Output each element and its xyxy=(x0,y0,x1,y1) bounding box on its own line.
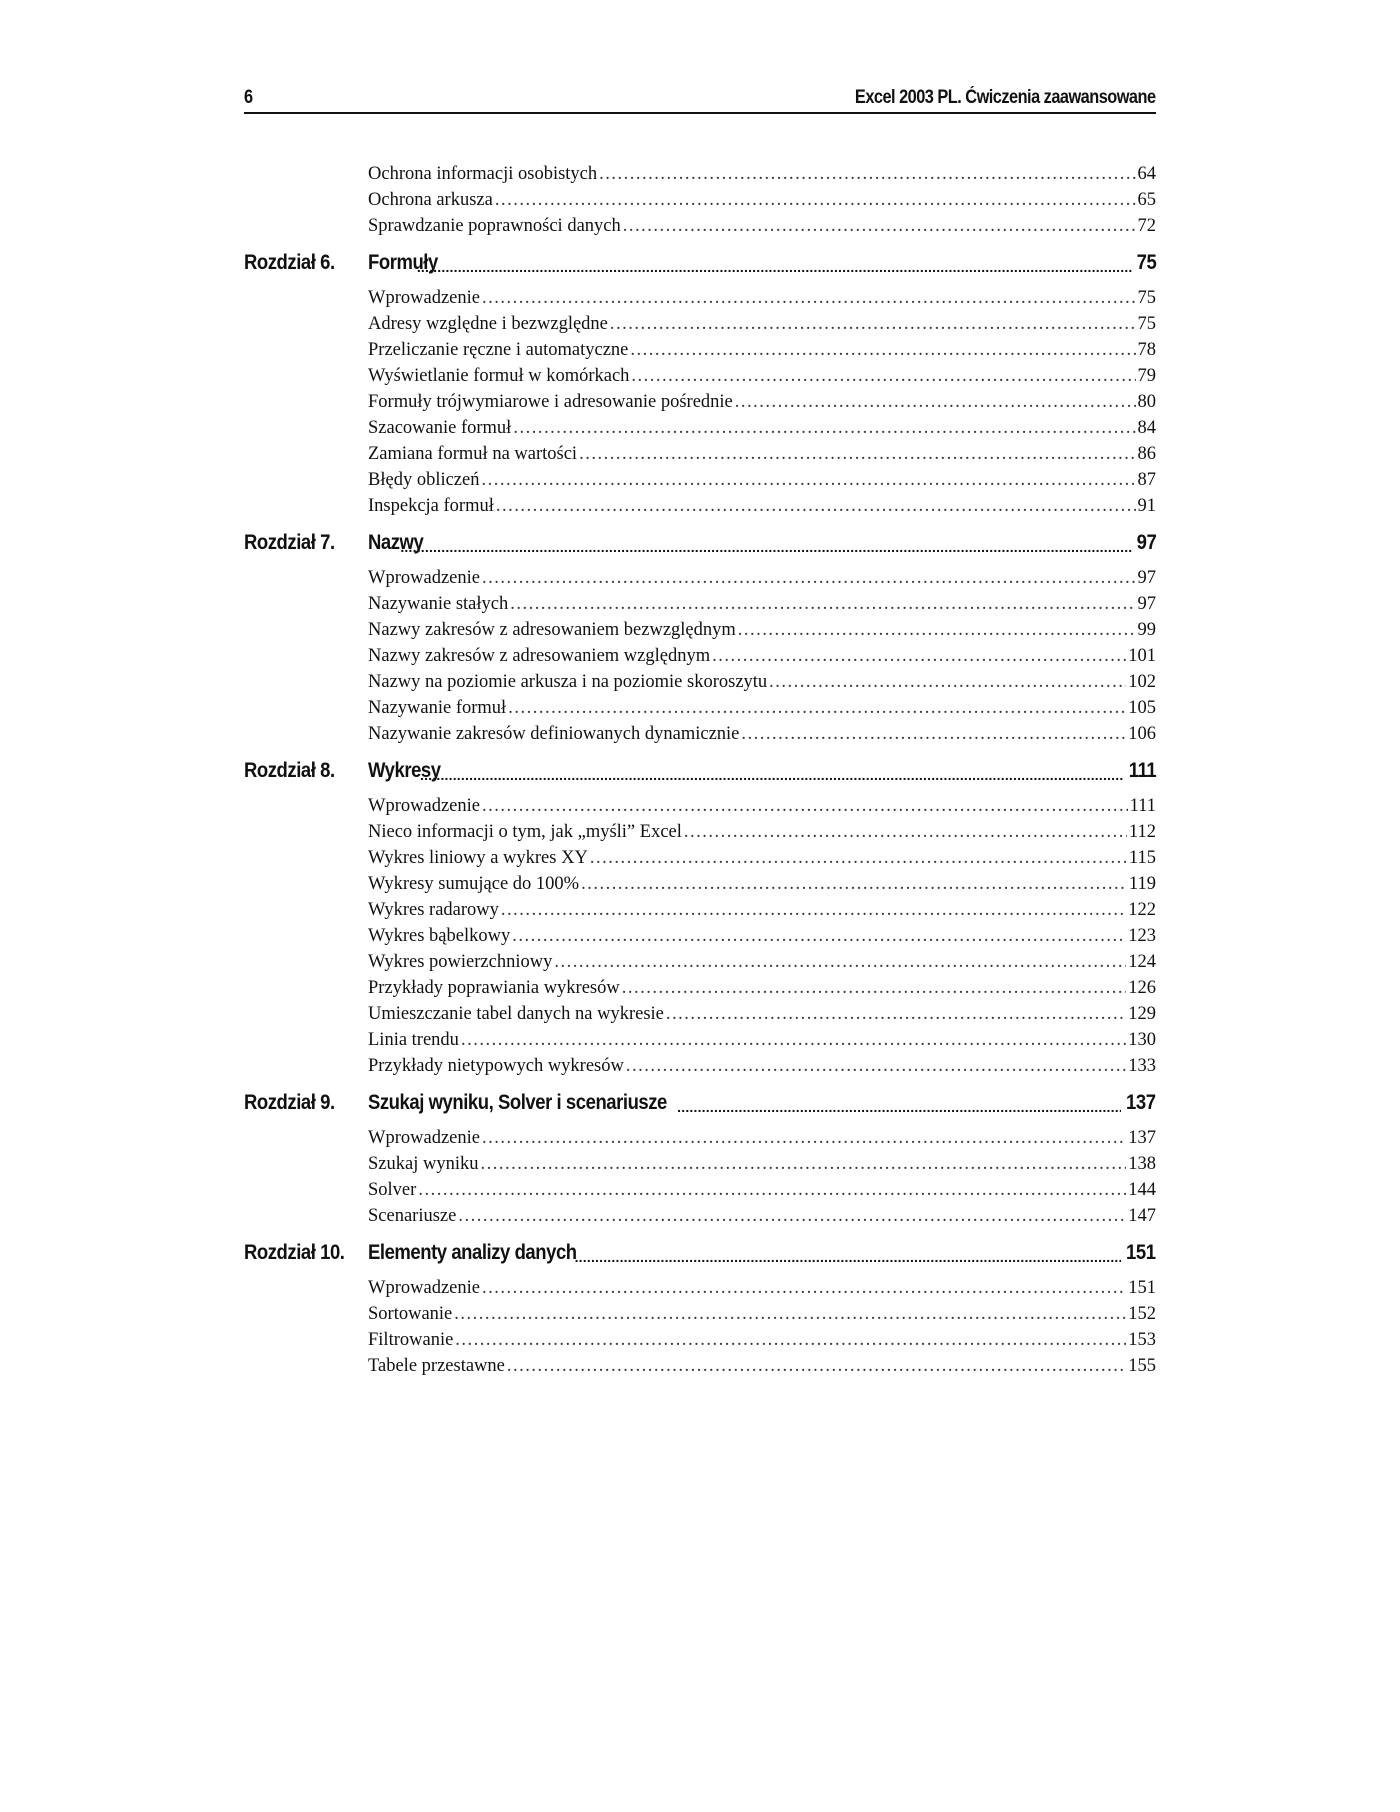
dot-leader xyxy=(622,976,1127,1000)
entry-page-number: 112 xyxy=(1128,822,1156,842)
toc-entry xyxy=(244,792,1156,818)
toc-entry xyxy=(244,642,1156,668)
entry-page-number: 106 xyxy=(1128,724,1156,744)
toc-entry xyxy=(244,616,1156,642)
entry-title: Formuły trójwymiarowe i adresowanie pośrednie xyxy=(368,392,733,412)
dot-leader xyxy=(677,1096,1121,1118)
toc-entry xyxy=(244,1352,1156,1378)
toc-entry xyxy=(244,1300,1156,1326)
entry-page-number: 147 xyxy=(1128,1206,1156,1226)
dot-leader xyxy=(510,592,1135,616)
toc-chapter xyxy=(244,526,1156,564)
entry-title: Nazwy na poziomie arkusza i na poziomie skoroszytu xyxy=(368,672,768,692)
toc-entry xyxy=(244,284,1156,310)
toc-entry xyxy=(244,1274,1156,1300)
toc-entry xyxy=(244,564,1156,590)
dot-leader xyxy=(507,1354,1126,1378)
dot-leader xyxy=(712,644,1126,668)
entry-page-number: 97 xyxy=(1137,594,1156,614)
entry-title: Szukaj wyniku xyxy=(368,1154,479,1174)
dot-leader xyxy=(630,338,1135,362)
entry-title: Wprowadzenie xyxy=(368,288,480,308)
toc-entry xyxy=(244,668,1156,694)
entry-title: Wykres powierzchniowy xyxy=(368,952,553,972)
dot-leader xyxy=(738,618,1136,642)
entry-page-number: 87 xyxy=(1137,470,1156,490)
entry-page-number: 130 xyxy=(1128,1030,1156,1050)
toc-chapter xyxy=(244,754,1156,792)
entry-title: Nazywanie formuł xyxy=(368,698,507,718)
entry-title: Wyświetlanie formuł w komórkach xyxy=(368,366,630,386)
chapter-label: Rozdział 7. xyxy=(244,531,335,554)
toc-chapter xyxy=(244,246,1156,284)
entry-page-number: 151 xyxy=(1128,1278,1156,1298)
entry-title: Nazwy zakresów z adresowaniem bezwzględnym xyxy=(368,620,736,640)
dot-leader xyxy=(623,214,1136,238)
entry-page-number: 126 xyxy=(1128,978,1156,998)
entry-page-number: 97 xyxy=(1137,568,1156,588)
toc-entry xyxy=(244,492,1156,518)
entry-title: Umieszczanie tabel danych na wykresie xyxy=(368,1004,664,1024)
dot-leader xyxy=(735,390,1136,414)
toc-entry xyxy=(244,974,1156,1000)
entry-page-number: 111 xyxy=(1129,796,1156,816)
toc-entry xyxy=(244,440,1156,466)
entry-title: Tabele przestawne xyxy=(368,1356,505,1376)
running-header xyxy=(244,84,1156,114)
entry-title: Nieco informacji o tym, jak „myśli” Excel xyxy=(368,822,682,842)
entry-page-number: 133 xyxy=(1128,1056,1156,1076)
chapter-page-number: 137 xyxy=(1126,1091,1156,1114)
entry-title: Nazwy zakresów z adresowaniem względnym xyxy=(368,646,711,666)
entry-page-number: 138 xyxy=(1128,1154,1156,1174)
entry-page-number: 78 xyxy=(1137,340,1156,360)
entry-title: Wykres radarowy xyxy=(368,900,499,920)
entry-page-number: 152 xyxy=(1128,1304,1156,1324)
entry-page-number: 91 xyxy=(1137,496,1156,516)
dot-leader xyxy=(417,256,1133,278)
toc-entry xyxy=(244,922,1156,948)
dot-leader xyxy=(575,1246,1122,1268)
chapter-title: Nazwy xyxy=(368,531,424,554)
chapter-title: Formuły xyxy=(368,251,438,274)
dot-leader xyxy=(581,872,1127,896)
toc-entry xyxy=(244,948,1156,974)
dot-leader xyxy=(666,1002,1126,1026)
toc-entry xyxy=(244,720,1156,746)
toc-entry xyxy=(244,1202,1156,1228)
dot-leader xyxy=(741,722,1126,746)
dot-leader xyxy=(590,846,1127,870)
toc-entry xyxy=(244,590,1156,616)
entry-page-number: 75 xyxy=(1137,314,1156,334)
entry-page-number: 65 xyxy=(1137,190,1156,210)
dot-leader xyxy=(461,1028,1126,1052)
entry-page-number: 122 xyxy=(1128,900,1156,920)
dot-leader xyxy=(482,794,1128,818)
entry-title: Przykłady poprawiania wykresów xyxy=(368,978,620,998)
toc-entry xyxy=(244,1326,1156,1352)
chapter-label: Rozdział 10. xyxy=(244,1241,345,1264)
dot-leader xyxy=(420,764,1124,786)
dot-leader xyxy=(599,162,1135,186)
dot-leader xyxy=(496,494,1136,518)
chapter-page-number: 151 xyxy=(1126,1241,1156,1264)
toc-entry xyxy=(244,694,1156,720)
entry-page-number: 79 xyxy=(1137,366,1156,386)
chapter-title: Elementy analizy danych xyxy=(368,1241,577,1264)
entry-title: Wykresy sumujące do 100% xyxy=(368,874,580,894)
dot-leader xyxy=(501,898,1126,922)
dot-leader xyxy=(482,286,1136,310)
page-number: 6 xyxy=(244,87,253,108)
dot-leader xyxy=(626,1054,1126,1078)
toc-entry xyxy=(244,336,1156,362)
toc-chapter xyxy=(244,1236,1156,1274)
entry-title: Solver xyxy=(368,1180,417,1200)
dot-leader xyxy=(481,468,1135,492)
entry-page-number: 102 xyxy=(1128,672,1156,692)
entry-page-number: 86 xyxy=(1137,444,1156,464)
dot-leader xyxy=(482,566,1136,590)
toc-entry xyxy=(244,310,1156,336)
entry-page-number: 80 xyxy=(1137,392,1156,412)
table-of-contents xyxy=(244,160,1156,1378)
dot-leader xyxy=(512,924,1126,948)
entry-page-number: 153 xyxy=(1128,1330,1156,1350)
dot-leader xyxy=(400,536,1132,558)
toc-entry xyxy=(244,466,1156,492)
entry-title: Inspekcja formuł xyxy=(368,496,494,516)
dot-leader xyxy=(482,1276,1126,1300)
chapter-title: Szukaj wyniku, Solver i scenariusze xyxy=(368,1091,667,1114)
toc-entry xyxy=(244,1052,1156,1078)
dot-leader xyxy=(769,670,1126,694)
entry-title: Linia trendu xyxy=(368,1030,459,1050)
entry-title: Szacowanie formuł xyxy=(368,418,512,438)
dot-leader xyxy=(554,950,1126,974)
entry-title: Filtrowanie xyxy=(368,1330,454,1350)
entry-page-number: 84 xyxy=(1137,418,1156,438)
toc-entry xyxy=(244,414,1156,440)
toc-entry xyxy=(244,1176,1156,1202)
chapter-label: Rozdział 8. xyxy=(244,759,335,782)
entry-title: Wykres bąbelkowy xyxy=(368,926,511,946)
entry-page-number: 124 xyxy=(1128,952,1156,972)
entry-title: Nazywanie stałych xyxy=(368,594,509,614)
entry-title: Scenariusze xyxy=(368,1206,457,1226)
chapter-page-number: 97 xyxy=(1136,531,1156,554)
entry-page-number: 129 xyxy=(1128,1004,1156,1024)
dot-leader xyxy=(482,1126,1126,1150)
dot-leader xyxy=(579,442,1135,466)
entry-title: Wprowadzenie xyxy=(368,1128,480,1148)
entry-title: Ochrona informacji osobistych xyxy=(368,164,598,184)
entry-page-number: 72 xyxy=(1137,216,1156,236)
entry-page-number: 137 xyxy=(1128,1128,1156,1148)
chapter-page-number: 111 xyxy=(1128,759,1156,782)
toc-entry xyxy=(244,844,1156,870)
dot-leader xyxy=(455,1328,1126,1352)
toc-entry xyxy=(244,1124,1156,1150)
entry-title: Adresy względne i bezwzględne xyxy=(368,314,608,334)
entry-page-number: 115 xyxy=(1128,848,1156,868)
dot-leader xyxy=(631,364,1135,388)
entry-title: Przeliczanie ręczne i automatyczne xyxy=(368,340,629,360)
dot-leader xyxy=(495,188,1136,212)
entry-page-number: 101 xyxy=(1128,646,1156,666)
toc-entry xyxy=(244,212,1156,238)
entry-page-number: 64 xyxy=(1137,164,1156,184)
dot-leader xyxy=(458,1204,1126,1228)
entry-page-number: 99 xyxy=(1137,620,1156,640)
toc-entry xyxy=(244,186,1156,212)
entry-title: Błędy obliczeń xyxy=(368,470,480,490)
entry-title: Wprowadzenie xyxy=(368,1278,480,1298)
chapter-title: Wykresy xyxy=(368,759,441,782)
toc-entry xyxy=(244,1026,1156,1052)
entry-title: Sortowanie xyxy=(368,1304,453,1324)
entry-page-number: 155 xyxy=(1128,1356,1156,1376)
dot-leader xyxy=(418,1178,1126,1202)
toc-entry xyxy=(244,870,1156,896)
dot-leader xyxy=(480,1152,1126,1176)
dot-leader xyxy=(610,312,1136,336)
entry-page-number: 144 xyxy=(1128,1180,1156,1200)
entry-title: Sprawdzanie poprawności danych xyxy=(368,216,621,236)
dot-leader xyxy=(508,696,1126,720)
toc-entry xyxy=(244,818,1156,844)
entry-title: Przykłady nietypowych wykresów xyxy=(368,1056,624,1076)
dot-leader xyxy=(513,416,1135,440)
toc-entry xyxy=(244,1150,1156,1176)
toc-entry xyxy=(244,896,1156,922)
entry-page-number: 105 xyxy=(1128,698,1156,718)
toc-entry xyxy=(244,160,1156,186)
dot-leader xyxy=(454,1302,1126,1326)
entry-title: Zamiana formuł na wartości xyxy=(368,444,578,464)
entry-title: Wykres liniowy a wykres XY xyxy=(368,848,588,868)
entry-title: Ochrona arkusza xyxy=(368,190,493,210)
entry-title: Nazywanie zakresów definiowanych dynamicznie xyxy=(368,724,740,744)
dot-leader xyxy=(684,820,1127,844)
toc-entry xyxy=(244,362,1156,388)
entry-page-number: 75 xyxy=(1137,288,1156,308)
entry-title: Wprowadzenie xyxy=(368,568,480,588)
toc-chapter xyxy=(244,1086,1156,1124)
toc-entry xyxy=(244,388,1156,414)
chapter-page-number: 75 xyxy=(1136,251,1156,274)
chapter-label: Rozdział 9. xyxy=(244,1091,335,1114)
chapter-label: Rozdział 6. xyxy=(244,251,335,274)
entry-title: Wprowadzenie xyxy=(368,796,480,816)
book-title: Excel 2003 PL. Ćwiczenia zaawansowane xyxy=(855,87,1156,108)
entry-page-number: 123 xyxy=(1128,926,1156,946)
toc-entry xyxy=(244,1000,1156,1026)
entry-page-number: 119 xyxy=(1128,874,1156,894)
